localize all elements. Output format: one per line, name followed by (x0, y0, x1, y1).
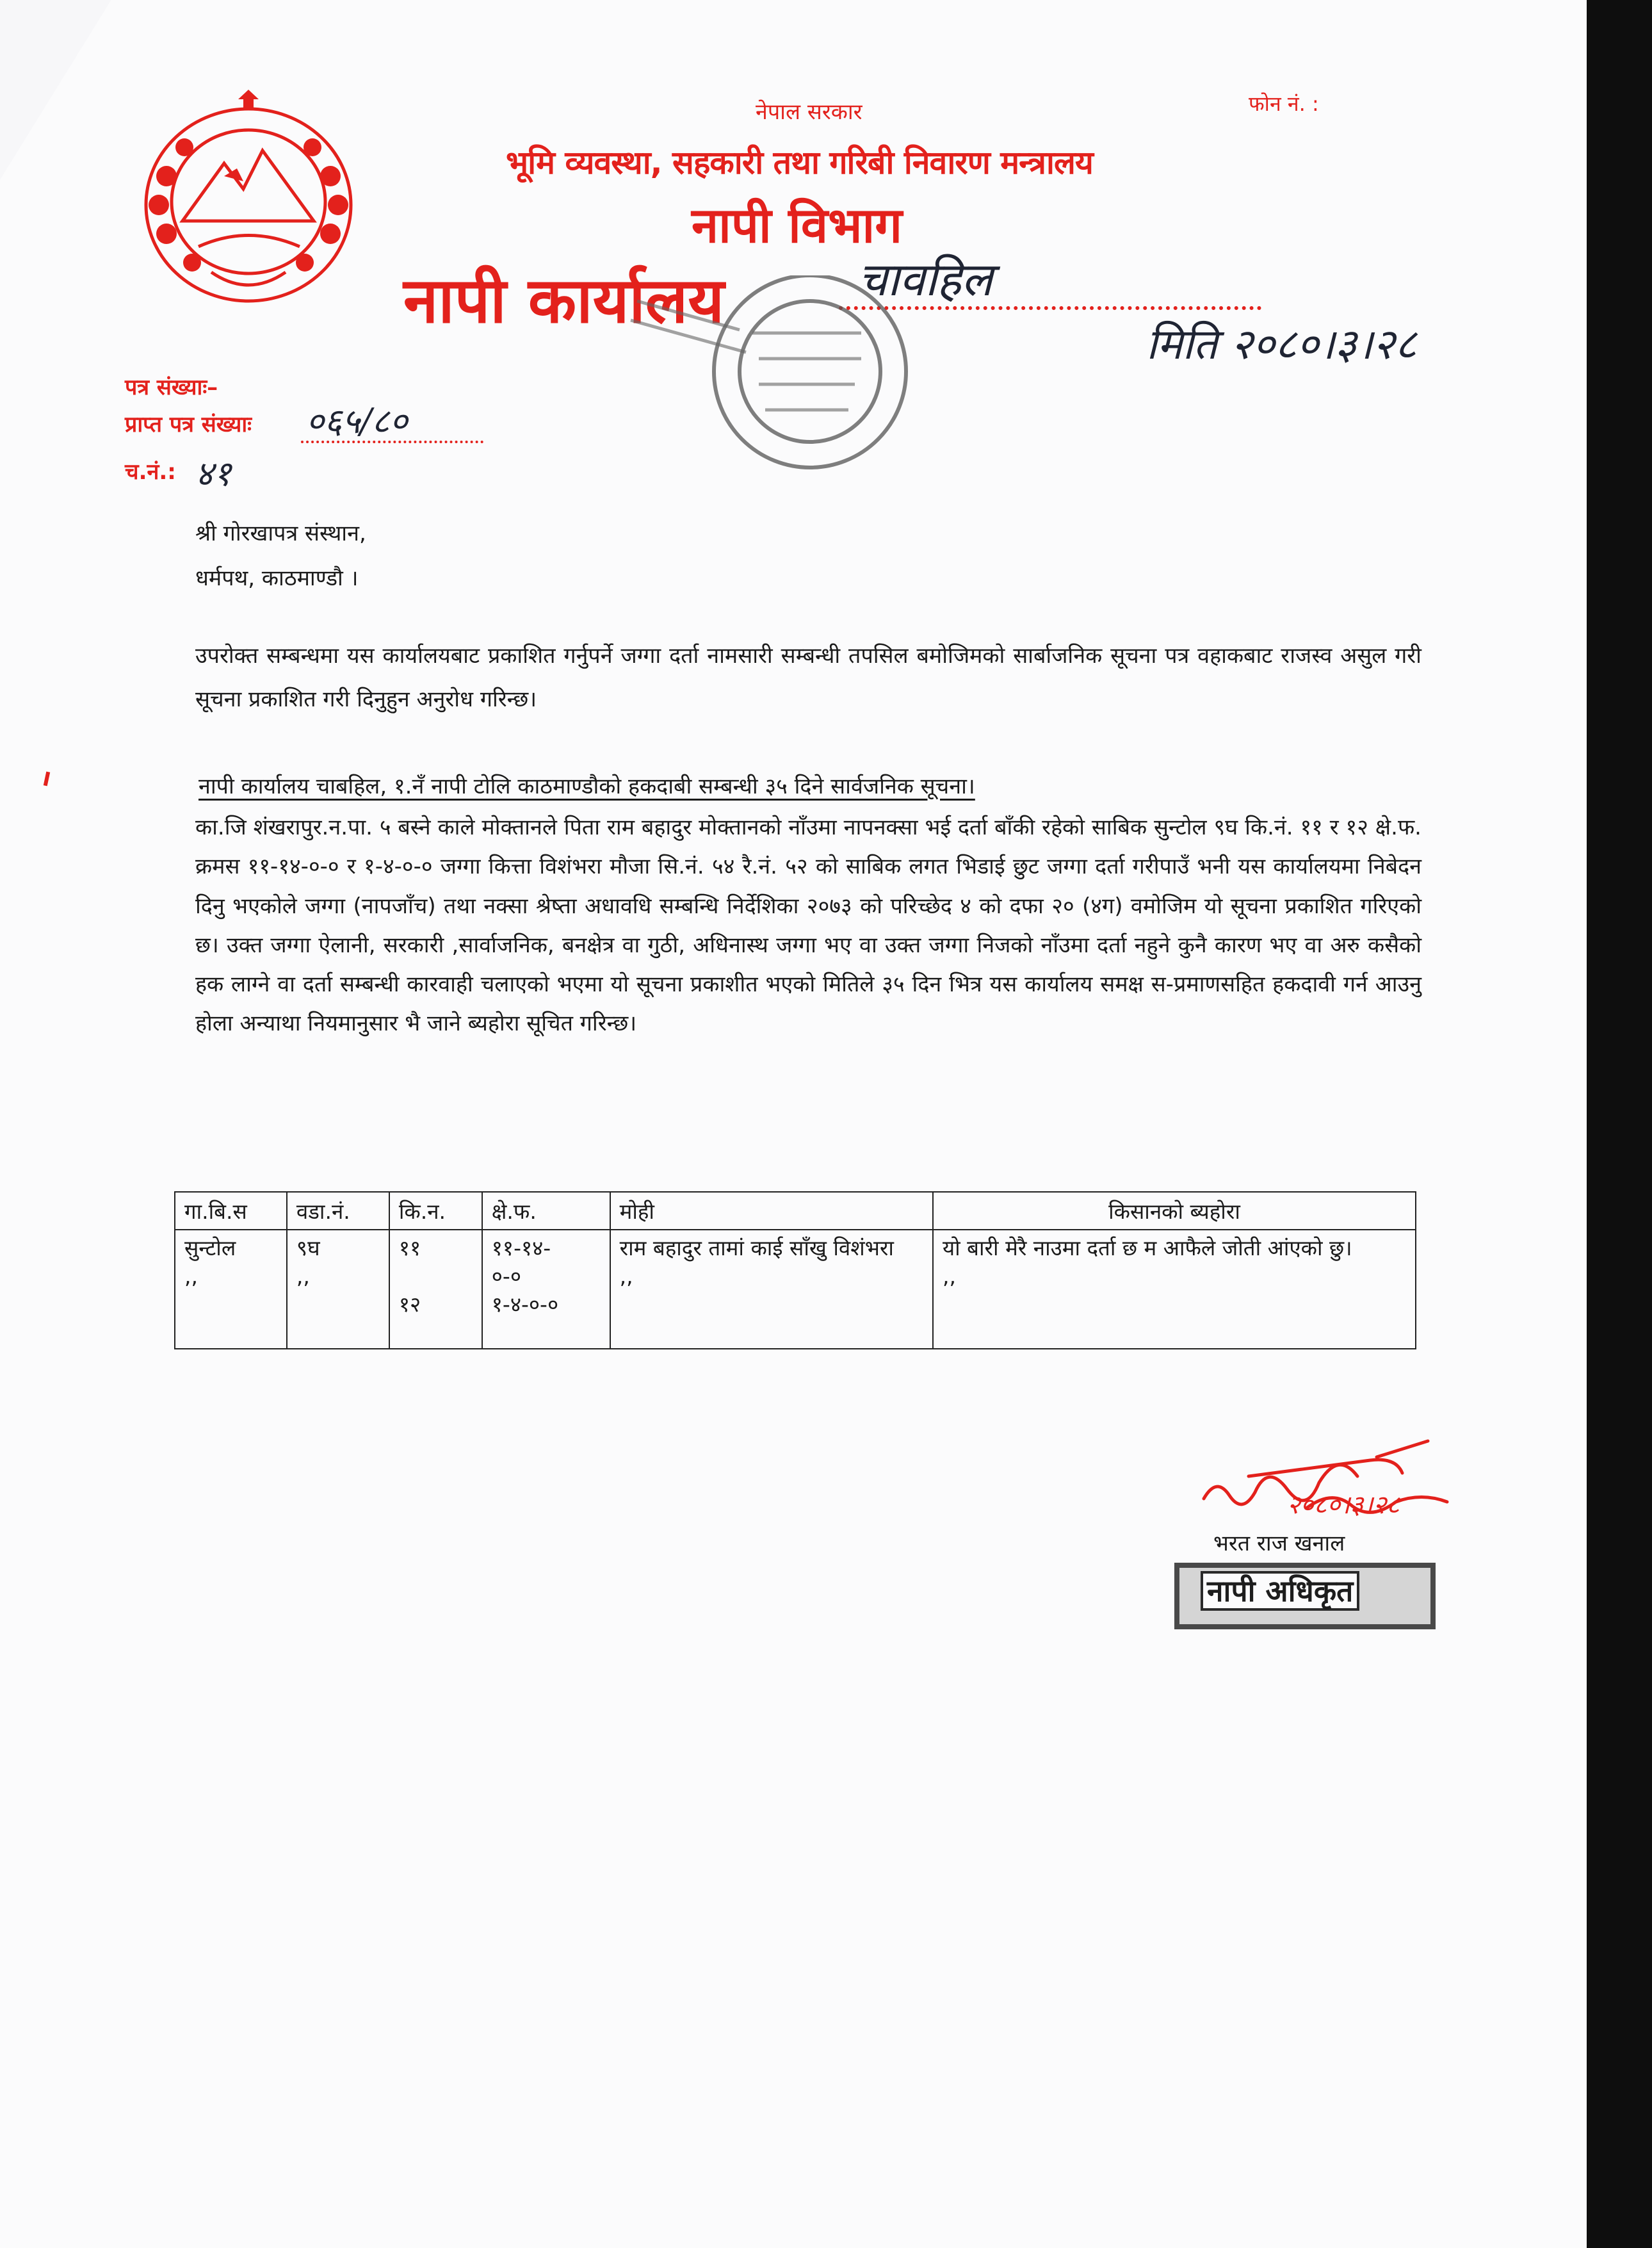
notice-title: नापी कार्यालय चाबहिल, १.नँ नापी टोलि काठमाण्डौको हकदाबी सम्बन्धी ३५ दिने सार्वजनिक सूचना। (198, 774, 975, 799)
handwritten-signature (1191, 1438, 1511, 1521)
header-kitta: कि.न. (389, 1192, 482, 1230)
recipient-address: धर्मपथ, काठमाण्डौ । (195, 566, 359, 591)
cell-tenant: राम बहादुर तामां काई साँखु विशंभरा ,, (610, 1230, 933, 1349)
government-title: नेपाल सरकार (756, 99, 862, 125)
cell-kitta: ११ १२ (389, 1230, 482, 1349)
date-handwritten: मिति २०८०।३।२८ (1146, 320, 1417, 369)
cell-ward: ९घ ,, (287, 1230, 389, 1349)
table-row (175, 1230, 1416, 1349)
office-title: नापी कार्यालय (403, 265, 725, 338)
dispatch-number-value: ४१ (195, 453, 232, 494)
officer-seal-text (1201, 1570, 1359, 1610)
recipient-name: श्री गोरखापत्र संस्थान, (195, 521, 366, 546)
header-area: क्षे.फ. (482, 1192, 610, 1230)
header-farmer-statement: किसानको ब्यहोरा (933, 1192, 1416, 1230)
ministry-title: भूमि व्यवस्था, सहकारी तथा गरिबी निवारण मन्त्रालय (506, 144, 1093, 181)
request-paragraph: उपरोक्त सम्बन्धमा यस कार्यालयबाट प्रकाशित गर्नुपर्ने जग्गा दर्ता नामसारी सम्बन्धी तपसिल बमोजिमको सार्बाजनिक सूचना पत्र वहाकबाट राजस्व असुल गरी सूचना प्रकाशित गरी दिनुहुन अनुरोध गरिन्छ। (195, 643, 1421, 712)
table-header-row (175, 1192, 1416, 1230)
header-tenant: मोही (610, 1192, 933, 1230)
round-office-stamp (618, 275, 919, 480)
cell-area: ११-१४- ०-० १-४-०-० (482, 1230, 610, 1349)
received-letter-number-value: ०६५/८० (306, 401, 408, 441)
header-ward: वडा.नं. (287, 1192, 389, 1230)
header-vdc: गा.बि.स (175, 1192, 287, 1230)
dispatch-number-label: च.नं.: (125, 459, 176, 485)
nepal-emblem-icon (128, 86, 368, 307)
officer-seal-label: नापी अधिकृत (1201, 1571, 1359, 1611)
phone-label: फोन नं. : (1249, 92, 1319, 116)
land-details-table (174, 1191, 1416, 1349)
notice-paragraph: का.जि शंखरापुर.न.पा. ५ बस्ने काले मोक्तानले पिता राम बहादुर मोक्तानको नाँउमा नापनक्सा भई दर्ता बाँकी रहेको साबिक सुन्टोल ९घ कि.नं. ११ र १२ क्षे.फ. क्रमस ११-१४-०-० र १-४-०-० जग्गा कित्ता विशंभरा मौजा सि.नं. ५४ रै.नं. ५२ को साबिक लगत भिडाई छुट जग्गा दर्ता गरीपाउँ भनी यस कार्यालयमा निबेदन दिनु भएकोले जग्गा (नापजाँच) तथा नक्सा श्रेष्ता अधावधि सम्बन्धि निर्देशिका २०७३ को परिच्छेद ४ को दफा २० (४ग) वमोजिम यो सूचना प्रकाशित गरिएको छ। उक्त जग्गा ऐलानी, सरकारी ,सार्वाजनिक, बनक्षेत्र वा गुठी, अधिनास्थ जग्गा भए वा उक्त जग्गा निजको नाँउमा दर्ता नहुने कुनै कारण भए वा अरु कसैको हक लाग्ने वा दर्ता सम्बन्धी कारवाही चलाएको भएमा यो सूचना प्रकाशीत भएको मितिले ३५ दिन भित्र यस कार्यालय समक्ष स-प्रमाणसहित हकदावी गर्न आउनु होला अन्याथा नियमानुसार भै जाने ब्यहोरा सूचित गरिन्छ। (195, 815, 1421, 1037)
office-place-handwritten: चावहिल (858, 252, 993, 306)
cell-farmer-statement: यो बारी मेरै नाउमा दर्ता छ म आफैले जोती आंएको छु। ,, (933, 1230, 1416, 1349)
cell-vdc: सुन्टोल ,, (175, 1230, 287, 1349)
department-title: नापी विभाग (692, 197, 903, 254)
signature-date-handwritten: २०८०।३।२८ (1287, 1490, 1400, 1520)
letter-number-label: पत्र संख्याः– (125, 375, 218, 400)
received-letter-number-label: प्राप्त पत्र संख्याः (125, 412, 252, 437)
signatory-name: भरत राज खनाल (1213, 1531, 1345, 1556)
scan-edge (1587, 0, 1652, 2248)
